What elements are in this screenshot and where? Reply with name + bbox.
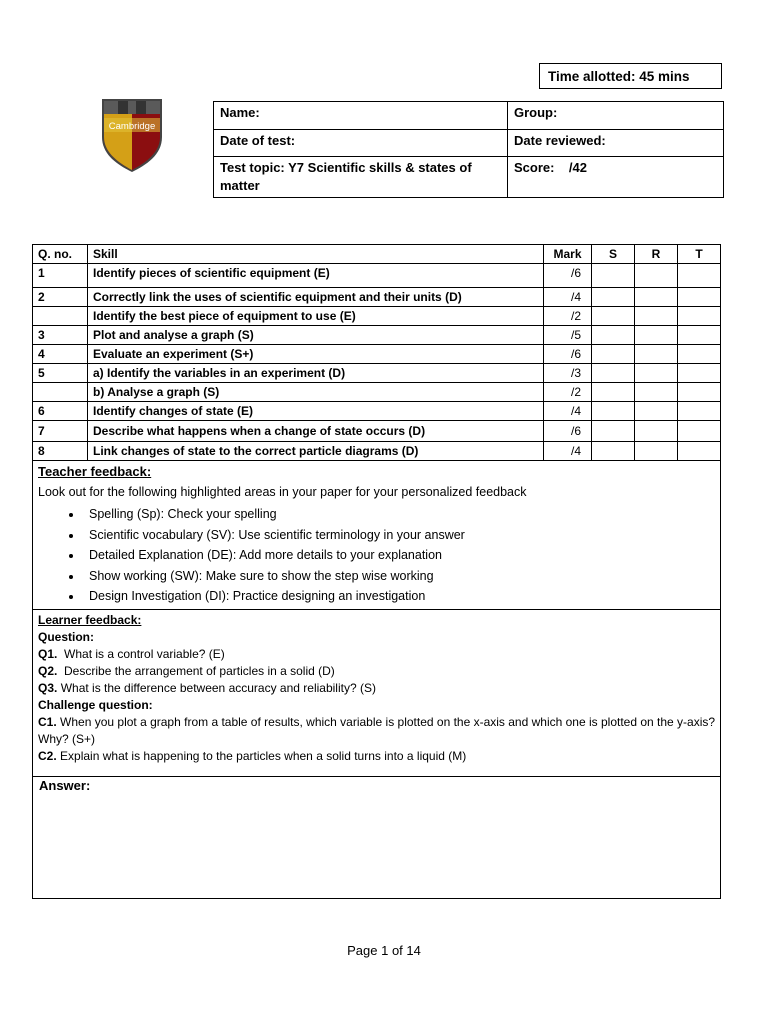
header-r: R: [635, 245, 678, 264]
row-mark: /6: [544, 264, 592, 288]
row-r-cell[interactable]: [635, 345, 678, 364]
row-t-cell[interactable]: [678, 402, 721, 421]
row-skill: Identify changes of state (E): [88, 402, 544, 421]
row-qno: 5: [33, 364, 88, 383]
row-skill: Link changes of state to the correct particle diagrams (D): [88, 442, 544, 461]
row-skill: Evaluate an experiment (S+): [88, 345, 544, 364]
header-t: T: [678, 245, 721, 264]
shield-top-band: [104, 101, 160, 114]
table-row: [33, 345, 721, 364]
challenge-c2: C2. Explain what is happening to the particles when a solid turns into a liquid (M): [38, 748, 467, 763]
challenge-c1: C1. When you plot a graph from a table of results, which variable is plotted on the x-axis and which one is plotted on the y-axis? Why? (S+): [38, 714, 716, 746]
table-row: [33, 421, 721, 442]
logo-text: Cambridge: [108, 121, 156, 132]
test-topic: Test topic: Y7 Scientific skills & states of matter: [214, 157, 508, 198]
row-s-cell[interactable]: [592, 402, 635, 421]
cambridge-shield-logo: [100, 97, 164, 174]
date-of-test-field[interactable]: Date of test:: [214, 130, 508, 157]
row-skill: a) Identify the variables in an experiment (D): [88, 364, 544, 383]
info-table: [213, 101, 724, 198]
row-skill: Plot and analyse a graph (S): [88, 326, 544, 345]
list-item: • Scientific vocabulary (SV): Use scientific terminology in your answer: [83, 525, 714, 546]
challenge-question-label: Challenge question:: [38, 697, 153, 712]
row-r-cell[interactable]: [635, 364, 678, 383]
score-value: /42: [568, 160, 587, 175]
row-t-cell[interactable]: [678, 326, 721, 345]
row-mark: /2: [544, 307, 592, 326]
group-field[interactable]: Group:: [508, 102, 724, 130]
header-skill: Skill: [88, 245, 544, 264]
row-t-cell[interactable]: [678, 288, 721, 307]
row-r-cell[interactable]: [635, 264, 678, 288]
answer-title: Answer:: [39, 777, 91, 793]
row-mark: /2: [544, 383, 592, 402]
teacher-feedback-section: [33, 461, 721, 610]
table-row: [33, 364, 721, 383]
table-row: [33, 288, 721, 307]
list-item: • Design Investigation (DI): Practice designing an investigation: [83, 586, 714, 607]
row-t-cell[interactable]: [678, 345, 721, 364]
row-r-cell[interactable]: [635, 383, 678, 402]
row-r-cell[interactable]: [635, 326, 678, 345]
row-t-cell[interactable]: [678, 307, 721, 326]
row-skill: Correctly link the uses of scientific equipment and their units (D): [88, 288, 544, 307]
row-r-cell[interactable]: [635, 288, 678, 307]
row-qno: 4: [33, 345, 88, 364]
question-q1: Q1. What is a control variable? (E): [38, 646, 225, 661]
row-skill: Identify pieces of scientific equipment (E): [88, 264, 544, 288]
row-qno: [33, 307, 88, 326]
table-row: [33, 326, 721, 345]
row-s-cell[interactable]: [592, 345, 635, 364]
table-row: [33, 264, 721, 288]
row-t-cell[interactable]: [678, 264, 721, 288]
row-mark: /4: [544, 402, 592, 421]
row-s-cell[interactable]: [592, 288, 635, 307]
header-s: S: [592, 245, 635, 264]
row-s-cell[interactable]: [592, 264, 635, 288]
score-field[interactable]: [508, 157, 724, 198]
date-reviewed-field[interactable]: Date reviewed:: [508, 130, 724, 157]
row-t-cell[interactable]: [678, 383, 721, 402]
row-s-cell[interactable]: [592, 421, 635, 442]
question-label: Question:: [38, 629, 94, 644]
skills-table: [32, 244, 721, 899]
row-mark: /5: [544, 326, 592, 345]
teacher-feedback-title: Teacher feedback:: [38, 464, 152, 479]
row-r-cell[interactable]: [635, 442, 678, 461]
row-mark: /4: [544, 288, 592, 307]
table-row: [33, 383, 721, 402]
learner-feedback-section: [33, 609, 721, 776]
row-s-cell[interactable]: [592, 383, 635, 402]
answer-box[interactable]: [33, 776, 721, 898]
row-t-cell[interactable]: [678, 442, 721, 461]
row-qno: 1: [33, 264, 88, 288]
row-qno: 2: [33, 288, 88, 307]
list-item: • Detailed Explanation (DE): Add more details to your explanation: [83, 545, 714, 566]
row-s-cell[interactable]: [592, 326, 635, 345]
row-qno: 8: [33, 442, 88, 461]
header-mark: Mark: [544, 245, 592, 264]
name-field[interactable]: Name:: [214, 102, 508, 130]
feedback-criteria-list: [38, 504, 714, 607]
row-mark: /3: [544, 364, 592, 383]
list-item: • Spelling (Sp): Check your spelling: [83, 504, 714, 525]
table-row: [33, 442, 721, 461]
row-t-cell[interactable]: [678, 421, 721, 442]
question-q2: Q2. Describe the arrangement of particles in a solid (D): [38, 663, 335, 678]
row-skill: Describe what happens when a change of state occurs (D): [88, 421, 544, 442]
question-q3: Q3. What is the difference between accuracy and reliability? (S): [38, 680, 376, 695]
time-allotted-box: Time allotted: 45 mins: [539, 63, 722, 89]
row-qno: 7: [33, 421, 88, 442]
row-s-cell[interactable]: [592, 442, 635, 461]
table-row: [33, 402, 721, 421]
row-mark: /6: [544, 345, 592, 364]
learner-feedback-title: Learner feedback:: [38, 612, 142, 627]
teacher-feedback-intro: Look out for the following highlighted areas in your paper for your personalized feedback: [38, 485, 527, 499]
row-qno: 3: [33, 326, 88, 345]
row-t-cell[interactable]: [678, 364, 721, 383]
header-qno: Q. no.: [33, 245, 88, 264]
list-item: • Show working (SW): Make sure to show the step wise working: [83, 566, 714, 587]
row-mark: /6: [544, 421, 592, 442]
row-r-cell[interactable]: [635, 307, 678, 326]
row-r-cell[interactable]: [635, 402, 678, 421]
page-number: Page 1 of 14: [347, 943, 421, 958]
row-s-cell[interactable]: [592, 364, 635, 383]
row-skill: b) Analyse a graph (S): [88, 383, 544, 402]
row-skill: Identify the best piece of equipment to use (E): [88, 307, 544, 326]
table-row: [33, 307, 721, 326]
row-mark: /4: [544, 442, 592, 461]
row-qno: 6: [33, 402, 88, 421]
score-label: Score:: [514, 160, 555, 175]
row-qno: [33, 383, 88, 402]
row-s-cell[interactable]: [592, 307, 635, 326]
row-r-cell[interactable]: [635, 421, 678, 442]
